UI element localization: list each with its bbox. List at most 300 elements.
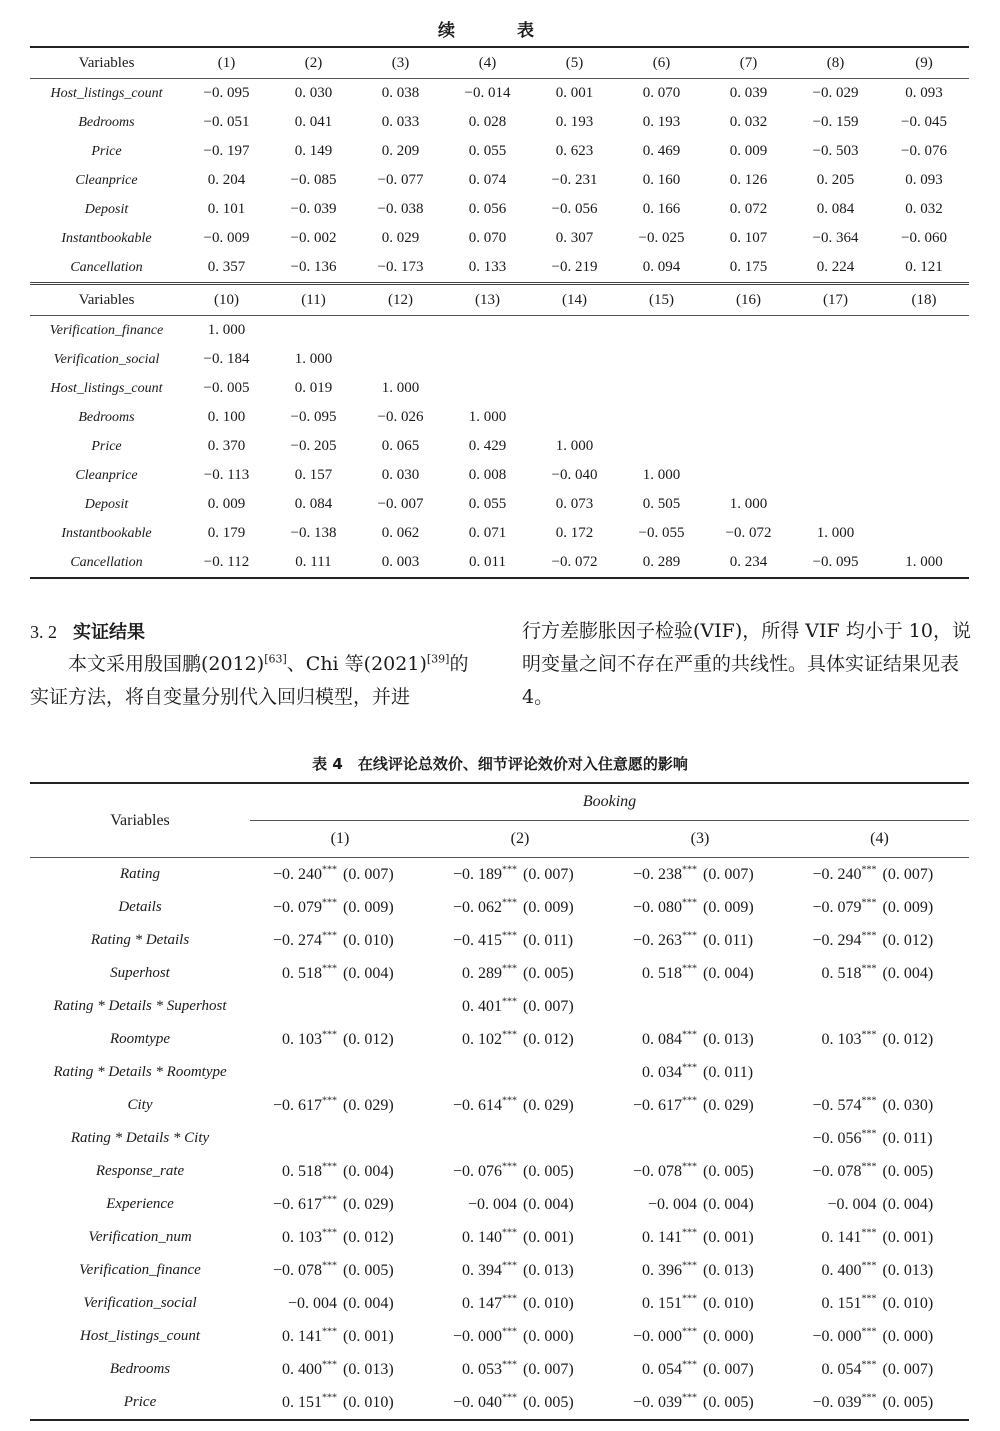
coefficient-value: −0. 263 bbox=[632, 931, 682, 949]
table-cell bbox=[430, 1023, 610, 1056]
row-label: Roomtype bbox=[110, 1031, 170, 1047]
table-cell bbox=[618, 374, 705, 403]
table-cell: 0. 133 bbox=[468, 259, 507, 275]
paragraph-left bbox=[30, 648, 482, 714]
table-cell: −0. 219 bbox=[551, 259, 598, 275]
table-cell: −0. 077 bbox=[377, 172, 424, 188]
significance-stars: *** bbox=[861, 1326, 877, 1338]
coefficient-value: 0. 084 bbox=[642, 1030, 682, 1048]
significance-stars: *** bbox=[682, 1029, 697, 1041]
significance-stars: *** bbox=[682, 864, 697, 876]
table-cell: −0. 095 bbox=[203, 85, 250, 101]
table-row bbox=[30, 1254, 969, 1287]
row-label: Bedrooms bbox=[78, 114, 135, 130]
row-label: Cleanprice bbox=[75, 172, 138, 188]
significance-stars: *** bbox=[682, 1062, 697, 1074]
continued-table-title: 续 表 bbox=[438, 21, 562, 41]
table-cell: 0. 029 bbox=[381, 230, 420, 246]
table-cell bbox=[790, 1122, 969, 1155]
table-cell bbox=[430, 1056, 610, 1089]
table-cell bbox=[610, 1056, 790, 1089]
citation: [63] bbox=[264, 652, 287, 666]
significance-stars: *** bbox=[861, 864, 877, 876]
significance-stars: *** bbox=[322, 897, 337, 909]
significance-stars: *** bbox=[322, 1029, 337, 1041]
significance-stars: *** bbox=[502, 1029, 517, 1041]
table-cell: −0. 056 bbox=[551, 201, 598, 217]
row-label: Bedrooms bbox=[109, 1361, 171, 1377]
standard-error: (0. 004) bbox=[523, 1195, 574, 1213]
coefficient-value: −0. 078 bbox=[272, 1261, 322, 1279]
table-cell: −0. 029 bbox=[812, 85, 859, 101]
variables-header: Variables bbox=[30, 783, 250, 858]
table-row bbox=[30, 108, 969, 137]
section-number: 3. 2 bbox=[30, 622, 57, 642]
standard-error: (0. 005) bbox=[882, 1162, 934, 1180]
coefficient-value: 0. 054 bbox=[821, 1360, 862, 1378]
row-label: Price bbox=[91, 438, 122, 454]
coefficient-value: 0. 518 bbox=[282, 1162, 322, 1180]
column-header: (2) bbox=[270, 47, 357, 79]
coefficient-value: −0. 039 bbox=[632, 1393, 682, 1411]
table-row bbox=[30, 1089, 969, 1122]
standard-error: (0. 029) bbox=[343, 1096, 394, 1114]
table-cell: 0. 072 bbox=[729, 201, 768, 217]
significance-stars: *** bbox=[322, 1260, 337, 1272]
significance-stars: *** bbox=[682, 897, 697, 909]
table-cell: 1. 000 bbox=[555, 438, 594, 454]
table-cell bbox=[250, 924, 430, 957]
coefficient-value: −0. 415 bbox=[452, 931, 502, 949]
table-cell: 0. 009 bbox=[729, 143, 768, 159]
table-row bbox=[30, 519, 969, 548]
significance-stars: *** bbox=[861, 1392, 877, 1404]
coefficient bbox=[439, 1361, 517, 1379]
standard-error: (0. 000) bbox=[882, 1327, 934, 1345]
table-cell: 0. 065 bbox=[381, 438, 420, 454]
table-cell bbox=[250, 1386, 430, 1420]
table-cell bbox=[610, 1254, 790, 1287]
standard-error: (0. 005) bbox=[523, 1162, 574, 1180]
table-cell bbox=[790, 858, 969, 892]
standard-error: (0. 009) bbox=[703, 898, 754, 916]
paragraph-text: 本文采用殷国鹏(2012) bbox=[68, 653, 265, 675]
standard-error: (0. 007) bbox=[523, 997, 574, 1015]
table-cell: 0. 193 bbox=[642, 114, 681, 130]
significance-stars: *** bbox=[682, 963, 697, 975]
table-row bbox=[30, 924, 969, 957]
row-label: Verification_finance bbox=[79, 1262, 201, 1278]
coefficient-value: 0. 053 bbox=[462, 1360, 502, 1378]
table-cell: 0. 204 bbox=[207, 172, 246, 188]
table-cell bbox=[610, 1320, 790, 1353]
table-cell bbox=[610, 1221, 790, 1254]
row-label: Price bbox=[91, 143, 122, 159]
coefficient bbox=[799, 1097, 877, 1115]
coefficient-value: −0. 614 bbox=[452, 1096, 502, 1114]
table-cell bbox=[250, 957, 430, 990]
table-cell bbox=[430, 1221, 610, 1254]
standard-error: (0. 007) bbox=[343, 865, 394, 883]
table-cell: 1. 000 bbox=[729, 496, 768, 512]
table-cell bbox=[790, 1254, 969, 1287]
standard-error: (0. 013) bbox=[523, 1261, 574, 1279]
standard-error: (0. 012) bbox=[343, 1228, 394, 1246]
coefficient-value: −0. 238 bbox=[632, 865, 682, 883]
table-row bbox=[30, 1155, 969, 1188]
row-label: Deposit bbox=[84, 201, 129, 217]
standard-error: (0. 010) bbox=[523, 1294, 574, 1312]
coefficient bbox=[259, 899, 337, 917]
significance-stars: *** bbox=[502, 1359, 517, 1371]
table-cell bbox=[790, 990, 969, 1023]
significance-stars: *** bbox=[322, 1326, 337, 1338]
table-cell: −0. 055 bbox=[638, 525, 685, 541]
significance-stars: *** bbox=[322, 930, 337, 942]
table-cell bbox=[792, 345, 879, 374]
coefficient-value: −0. 078 bbox=[812, 1162, 862, 1180]
table-cell: 0. 370 bbox=[207, 438, 246, 454]
coefficient bbox=[439, 899, 517, 917]
significance-stars: *** bbox=[861, 1095, 877, 1107]
table-row bbox=[30, 1386, 969, 1420]
coefficient bbox=[619, 1163, 697, 1181]
coefficient bbox=[259, 1394, 337, 1412]
column-header: (5) bbox=[531, 47, 618, 79]
table-cell: −0. 072 bbox=[725, 525, 772, 541]
table-row bbox=[30, 316, 969, 346]
coefficient bbox=[619, 965, 697, 983]
table-cell bbox=[790, 957, 969, 990]
table-cell bbox=[430, 1386, 610, 1420]
coefficient bbox=[799, 1229, 877, 1247]
coefficient bbox=[439, 965, 517, 983]
regression-table bbox=[30, 782, 969, 1421]
coefficient-value: 0. 140 bbox=[462, 1228, 502, 1246]
column-header: (7) bbox=[705, 47, 792, 79]
table-cell: 0. 149 bbox=[294, 143, 333, 159]
significance-stars: *** bbox=[861, 930, 877, 942]
booking-header: Booking bbox=[250, 783, 969, 821]
table-cell bbox=[879, 432, 969, 461]
table-row bbox=[30, 1320, 969, 1353]
table-cell: 0. 033 bbox=[381, 114, 420, 130]
table-cell: 0. 070 bbox=[468, 230, 507, 246]
table-cell bbox=[250, 1089, 430, 1122]
table-cell: 0. 209 bbox=[381, 143, 420, 159]
coefficient bbox=[799, 1130, 877, 1148]
table-cell bbox=[444, 316, 531, 346]
table-cell: 0. 289 bbox=[618, 548, 705, 578]
standard-error: (0. 004) bbox=[703, 1195, 754, 1213]
coefficient-value: −0. 004 bbox=[287, 1294, 337, 1312]
coefficient bbox=[619, 1361, 697, 1379]
table-row bbox=[30, 137, 969, 166]
table-cell bbox=[610, 1089, 790, 1122]
coefficient-value: −0. 004 bbox=[467, 1195, 517, 1213]
coefficient bbox=[799, 1361, 877, 1379]
table-row bbox=[30, 374, 969, 403]
coefficient-value: −0. 000 bbox=[452, 1327, 502, 1345]
row-label: Bedrooms bbox=[78, 409, 135, 425]
standard-error: (0. 001) bbox=[343, 1327, 394, 1345]
table-cell: 1. 000 bbox=[642, 467, 681, 483]
standard-error: (0. 012) bbox=[343, 1030, 394, 1048]
table-cell bbox=[790, 1056, 969, 1089]
table-cell bbox=[357, 316, 444, 346]
paragraph-right: 行方差膨胀因子检验(VIF)，所得 VIF 均小于 10，说明变量之间不存在严重的共线性。具体实证结果见表 4。 bbox=[522, 620, 971, 708]
table-cell bbox=[430, 858, 610, 892]
column-header: (12) bbox=[357, 284, 444, 316]
table-cell: 1. 000 bbox=[816, 525, 855, 541]
coefficient-value: 0. 141 bbox=[642, 1228, 682, 1246]
table-cell bbox=[790, 1287, 969, 1320]
significance-stars: *** bbox=[322, 1359, 337, 1371]
coefficient bbox=[799, 965, 877, 983]
table-cell: −0. 038 bbox=[377, 201, 424, 217]
coefficient-value: −0. 240 bbox=[812, 865, 862, 883]
table-cell bbox=[792, 374, 879, 403]
table-cell: −0. 025 bbox=[638, 230, 685, 246]
significance-stars: *** bbox=[502, 1161, 517, 1173]
significance-stars: *** bbox=[861, 1227, 877, 1239]
table-cell bbox=[610, 990, 790, 1023]
table-cell bbox=[705, 432, 792, 461]
coefficient-value: 0. 147 bbox=[462, 1294, 502, 1312]
coefficient-value: 0. 400 bbox=[282, 1360, 322, 1378]
table-cell: 0. 157 bbox=[294, 467, 333, 483]
coefficient-value: −0. 189 bbox=[452, 865, 502, 883]
coefficient-value: −0. 080 bbox=[632, 898, 682, 916]
table-row bbox=[30, 490, 969, 519]
table-cell: 1. 000 bbox=[381, 380, 420, 396]
table-cell bbox=[250, 1353, 430, 1386]
column-header: (13) bbox=[444, 284, 531, 316]
standard-error: (0. 009) bbox=[343, 898, 394, 916]
table-row bbox=[30, 891, 969, 924]
column-header: (17) bbox=[792, 284, 879, 316]
table-cell: 0. 094 bbox=[642, 259, 681, 275]
column-header: (16) bbox=[705, 284, 792, 316]
column-header: (10) bbox=[183, 284, 270, 316]
coefficient-value: −0. 004 bbox=[647, 1195, 697, 1213]
significance-stars: *** bbox=[502, 996, 517, 1008]
table-cell: −0. 159 bbox=[812, 114, 859, 130]
table-cell: 0. 009 bbox=[207, 496, 246, 512]
coefficient bbox=[799, 1394, 877, 1412]
table-cell bbox=[610, 1122, 790, 1155]
table-cell: 0. 056 bbox=[468, 201, 507, 217]
coefficient bbox=[619, 1064, 697, 1082]
table-cell bbox=[250, 1023, 430, 1056]
row-label: Host_listings_count bbox=[79, 1328, 200, 1344]
table-cell bbox=[610, 957, 790, 990]
coefficient bbox=[439, 1328, 517, 1346]
table-cell: −0. 007 bbox=[377, 496, 424, 512]
coefficient-value: −0. 000 bbox=[812, 1327, 862, 1345]
column-header: (11) bbox=[270, 284, 357, 316]
table-cell bbox=[790, 1320, 969, 1353]
coefficient bbox=[619, 1196, 697, 1214]
coefficient-value: 0. 289 bbox=[462, 964, 502, 982]
table-cell bbox=[610, 891, 790, 924]
significance-stars: *** bbox=[861, 1260, 877, 1272]
table-cell: 0. 055 bbox=[468, 496, 507, 512]
table-row bbox=[30, 253, 969, 284]
table-cell: 0. 041 bbox=[294, 114, 333, 130]
significance-stars: *** bbox=[861, 1128, 877, 1140]
table-cell bbox=[531, 403, 618, 432]
table-row bbox=[30, 990, 969, 1023]
table-cell: 0. 172 bbox=[555, 525, 594, 541]
significance-stars: *** bbox=[861, 1161, 877, 1173]
table-cell bbox=[879, 490, 969, 519]
significance-stars: *** bbox=[502, 1095, 517, 1107]
row-label: Rating * Details * Roomtype bbox=[53, 1064, 227, 1080]
section-title: 实证结果 bbox=[73, 622, 145, 643]
row-label: Host_listings_count bbox=[50, 85, 163, 101]
table-cell: −0. 136 bbox=[290, 259, 337, 275]
variables-header: Variables bbox=[30, 47, 183, 79]
significance-stars: *** bbox=[682, 1326, 697, 1338]
coefficient bbox=[619, 899, 697, 917]
table-cell: −0. 051 bbox=[203, 114, 250, 130]
table-row bbox=[30, 957, 969, 990]
coefficient bbox=[259, 1361, 337, 1379]
table-cell: −0. 045 bbox=[901, 114, 947, 130]
table-cell: −0. 364 bbox=[812, 230, 859, 246]
table-cell bbox=[610, 858, 790, 892]
standard-error: (0. 007) bbox=[882, 1360, 934, 1378]
coefficient-value: −0. 076 bbox=[452, 1162, 502, 1180]
table-cell: −0. 095 bbox=[792, 548, 879, 578]
standard-error: (0. 005) bbox=[703, 1393, 754, 1411]
table-cell: −0. 026 bbox=[377, 409, 424, 425]
table-cell bbox=[610, 1023, 790, 1056]
coefficient-value: −0. 062 bbox=[452, 898, 502, 916]
significance-stars: *** bbox=[322, 1194, 337, 1206]
table-cell bbox=[618, 432, 705, 461]
standard-error: (0. 011) bbox=[523, 931, 574, 949]
table-cell: −0. 072 bbox=[531, 548, 618, 578]
table-cell: 1. 000 bbox=[207, 322, 246, 338]
coefficient-value: 0. 034 bbox=[642, 1063, 682, 1081]
row-label: Verification_finance bbox=[49, 322, 164, 338]
standard-error: (0. 009) bbox=[523, 898, 574, 916]
table-cell bbox=[705, 345, 792, 374]
coefficient bbox=[259, 965, 337, 983]
coefficient bbox=[619, 932, 697, 950]
table-cell bbox=[618, 403, 705, 432]
significance-stars: *** bbox=[682, 1227, 697, 1239]
coefficient bbox=[799, 1295, 877, 1313]
coefficient bbox=[439, 1097, 517, 1115]
table-cell: 0. 469 bbox=[642, 143, 681, 159]
table-row bbox=[30, 461, 969, 490]
row-label: Verification_social bbox=[53, 351, 160, 367]
table-cell bbox=[792, 461, 879, 490]
significance-stars: *** bbox=[861, 1359, 877, 1371]
table-cell: 0. 126 bbox=[729, 172, 768, 188]
coefficient-value: −0. 000 bbox=[632, 1327, 682, 1345]
coefficient bbox=[439, 932, 517, 950]
coefficient bbox=[439, 1295, 517, 1313]
table-cell: 0. 032 bbox=[905, 201, 943, 217]
coefficient bbox=[619, 866, 697, 884]
table-cell: 0. 062 bbox=[381, 525, 420, 541]
table-cell bbox=[430, 1353, 610, 1386]
table-cell bbox=[250, 1056, 430, 1089]
coefficient bbox=[799, 1328, 877, 1346]
table-cell bbox=[879, 461, 969, 490]
table-cell: 0. 055 bbox=[468, 143, 507, 159]
row-label: Host_listings_count bbox=[50, 380, 163, 396]
table-cell: 0. 107 bbox=[729, 230, 768, 246]
table-cell bbox=[879, 403, 969, 432]
table-cell: −0. 095 bbox=[290, 409, 337, 425]
table4-caption: 表 4 在线评论总效价、细节评论效价对入住意愿的影响 bbox=[312, 755, 688, 773]
table-cell: −0. 039 bbox=[290, 201, 337, 217]
table-cell: 0. 008 bbox=[468, 467, 507, 483]
row-label: Response_rate bbox=[95, 1163, 185, 1179]
coefficient bbox=[799, 1031, 877, 1049]
table-cell: 0. 623 bbox=[555, 143, 594, 159]
coefficient-value: −0. 294 bbox=[812, 931, 862, 949]
table-cell bbox=[250, 1155, 430, 1188]
significance-stars: *** bbox=[502, 897, 517, 909]
standard-error: (0. 013) bbox=[703, 1030, 754, 1048]
table-cell bbox=[610, 924, 790, 957]
table-cell bbox=[705, 316, 792, 346]
table-header-row bbox=[30, 47, 969, 79]
coefficient bbox=[259, 1295, 337, 1313]
coefficient bbox=[619, 1328, 697, 1346]
row-label: Instantbookable bbox=[61, 230, 152, 246]
table-cell bbox=[610, 1155, 790, 1188]
table-cell: 0. 030 bbox=[381, 467, 420, 483]
model-header: (2) bbox=[430, 821, 610, 858]
significance-stars: *** bbox=[861, 963, 877, 975]
table-cell: 0. 357 bbox=[207, 259, 246, 275]
table-cell bbox=[790, 924, 969, 957]
table-cell: −0. 205 bbox=[290, 438, 337, 454]
table-cell: −0. 085 bbox=[290, 172, 337, 188]
table-row bbox=[30, 1353, 969, 1386]
coefficient-value: 0. 102 bbox=[462, 1030, 502, 1048]
column-header: (4) bbox=[444, 47, 531, 79]
coefficient bbox=[619, 1229, 697, 1247]
coefficient-value: 0. 396 bbox=[642, 1261, 682, 1279]
table-cell: 0. 039 bbox=[729, 85, 768, 101]
standard-error: (0. 007) bbox=[523, 865, 574, 883]
coefficient bbox=[619, 1097, 697, 1115]
standard-error: (0. 029) bbox=[523, 1096, 574, 1114]
coefficient bbox=[259, 1262, 337, 1280]
coefficient-value: −0. 078 bbox=[632, 1162, 682, 1180]
standard-error: (0. 004) bbox=[343, 1162, 394, 1180]
table-cell bbox=[879, 316, 969, 346]
coefficient bbox=[619, 1262, 697, 1280]
model-header: (3) bbox=[610, 821, 790, 858]
table-cell bbox=[430, 1287, 610, 1320]
standard-error: (0. 000) bbox=[523, 1327, 574, 1345]
table-cell: −0. 040 bbox=[551, 467, 598, 483]
table-row bbox=[30, 224, 969, 253]
coefficient bbox=[439, 1031, 517, 1049]
table-cell bbox=[705, 374, 792, 403]
coefficient bbox=[259, 932, 337, 950]
coefficient bbox=[799, 1262, 877, 1280]
